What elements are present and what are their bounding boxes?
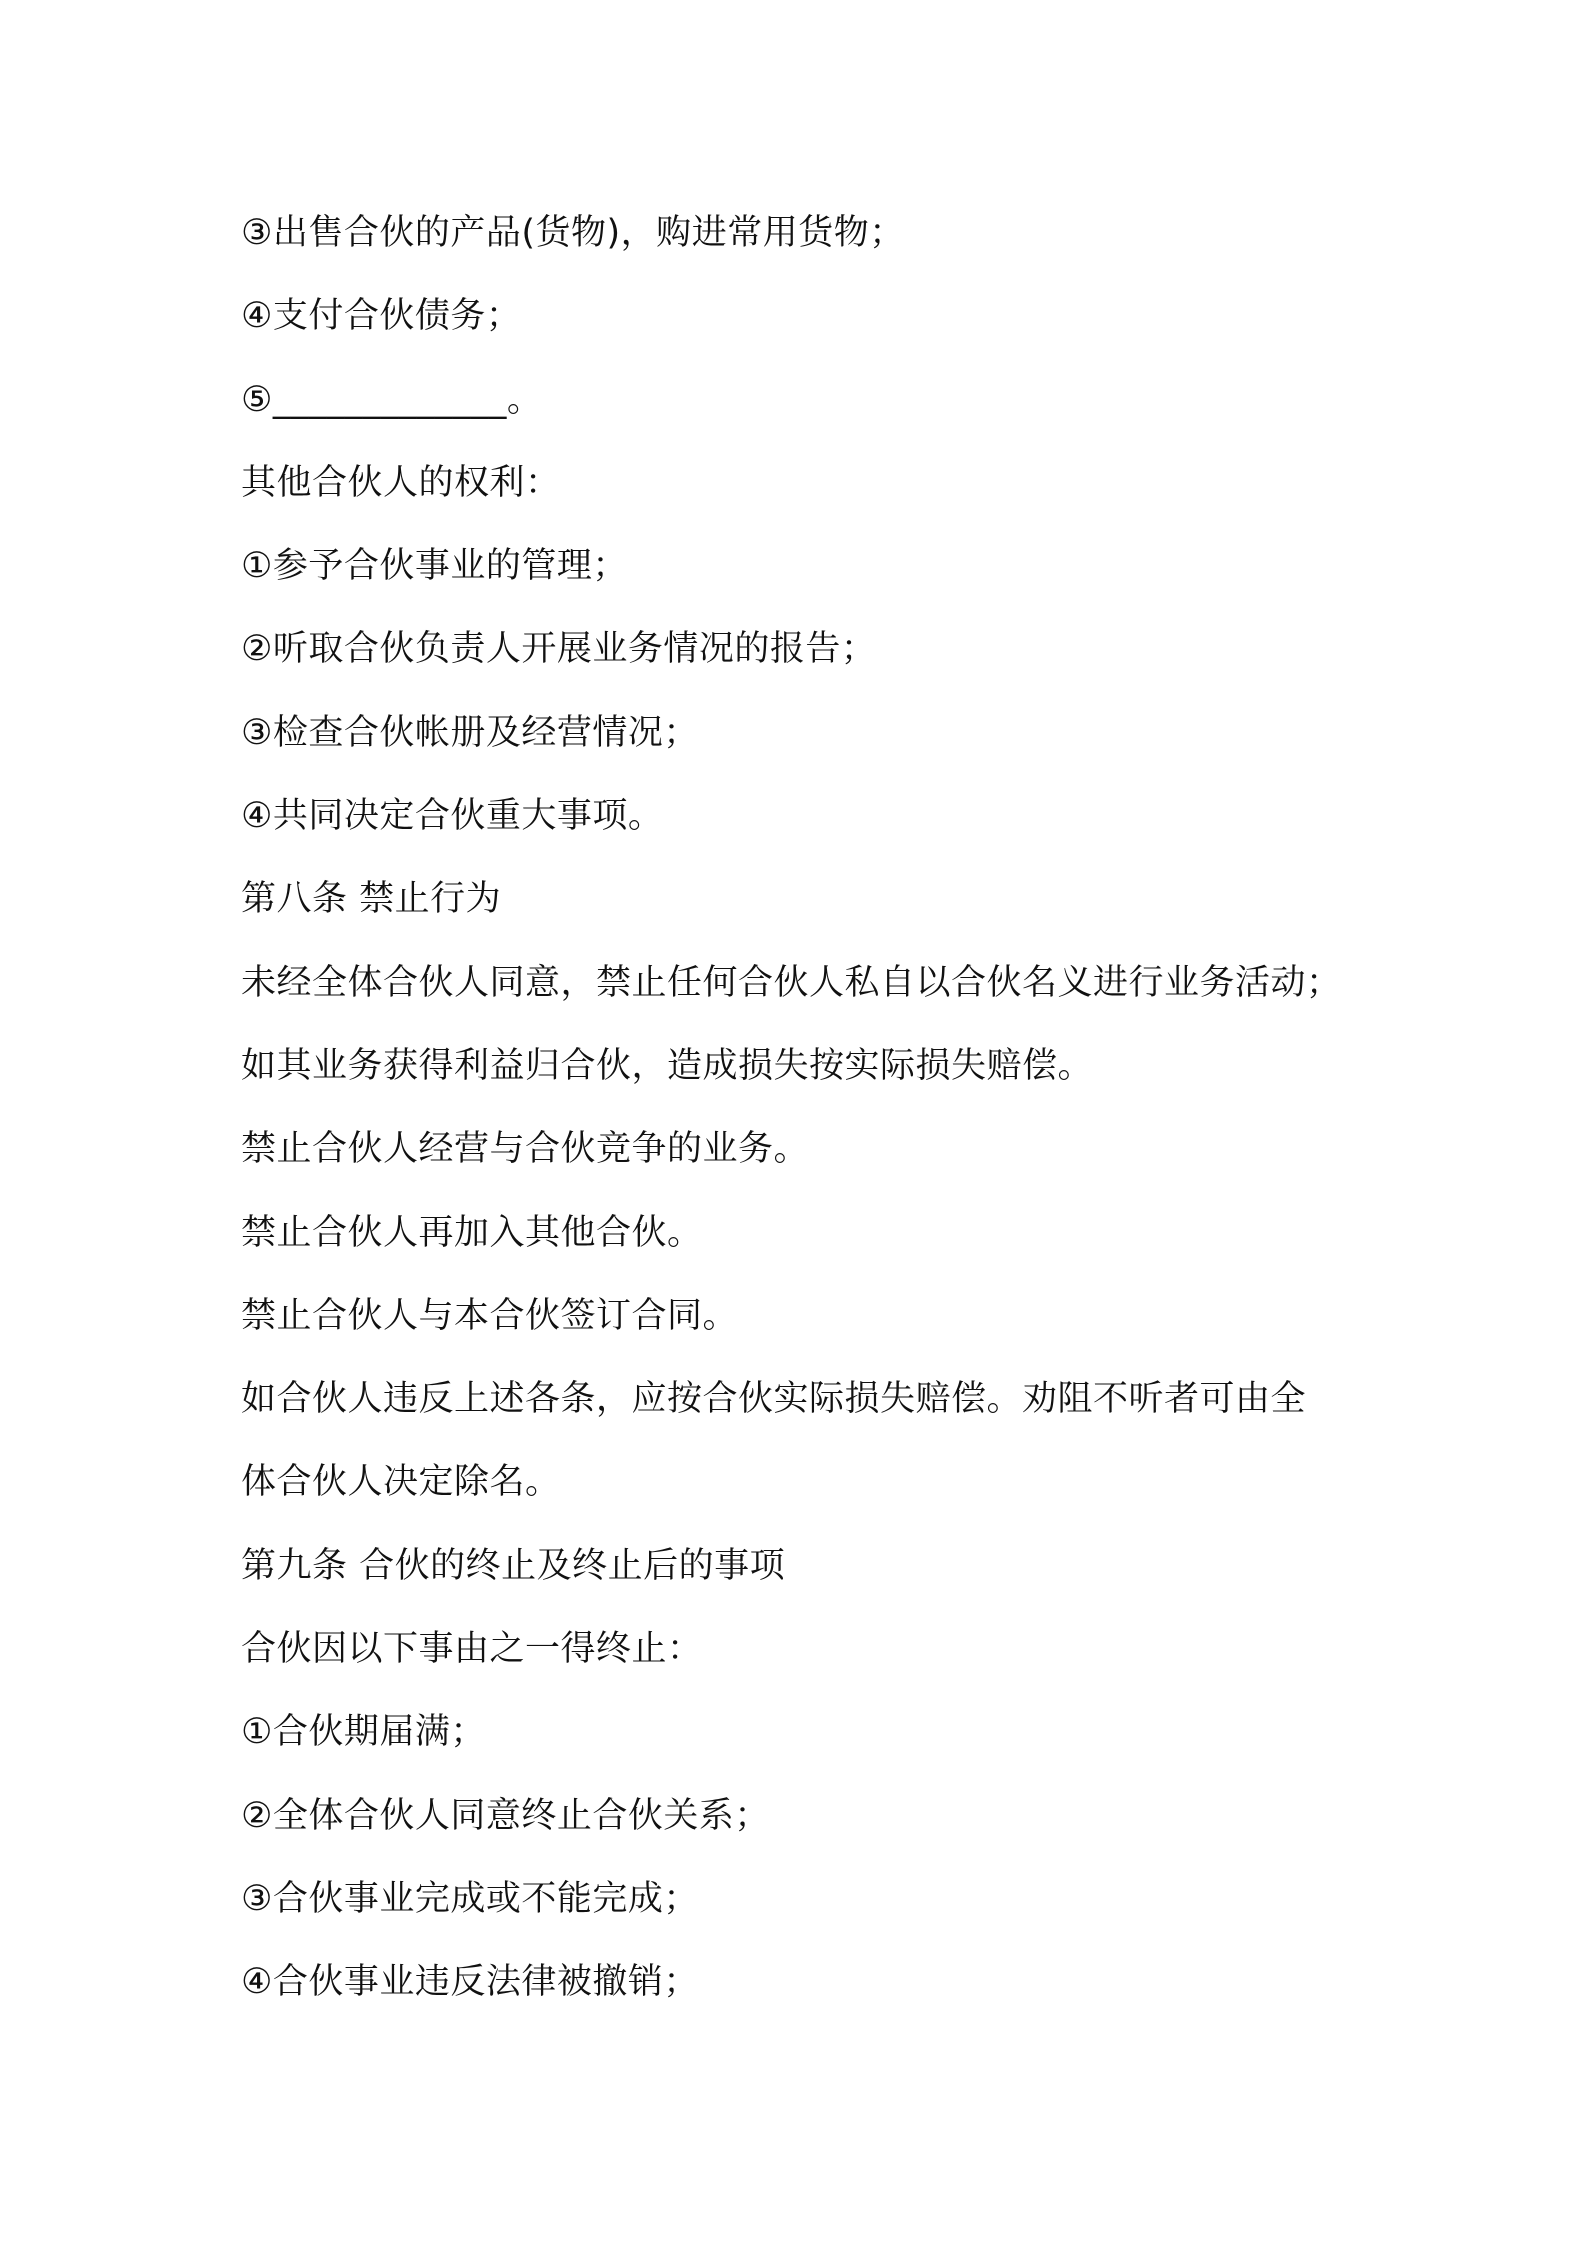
text-line: ②听取合伙负责人开展业务情况的报告； xyxy=(241,629,877,670)
text-line: 如其业务获得利益归合伙，造成损失按实际损失赔偿。 xyxy=(241,1045,1094,1086)
text-line: ④共同决定合伙重大事项。 xyxy=(241,796,664,837)
text-line: 禁止合伙人再加入其他合伙。 xyxy=(241,1212,703,1253)
text-line: ④支付合伙债务； xyxy=(241,296,522,337)
text-line: 体合伙人决定除名。 xyxy=(241,1462,561,1503)
section-heading: 第八条 禁止行为 xyxy=(241,879,502,920)
text-line: ③出售合伙的产品(货物)，购进常用货物； xyxy=(241,213,905,253)
text-line: ④合伙事业违反法律被撤销； xyxy=(241,1962,699,2003)
text-line: 禁止合伙人经营与合伙竞争的业务。 xyxy=(241,1129,810,1170)
text-line: ①参予合伙事业的管理； xyxy=(241,546,628,587)
text-line: ③检查合伙帐册及经营情况； xyxy=(241,712,699,753)
text-line: ①合伙期届满； xyxy=(241,1712,486,1753)
text-line: ③合伙事业完成或不能完成； xyxy=(241,1878,699,1919)
text-line: 合伙因以下事由之一得终止： xyxy=(241,1629,703,1670)
text-line: 未经全体合伙人同意，禁止任何合伙人私自以合伙名义进行业务活动； xyxy=(241,962,1342,1003)
document-body xyxy=(241,192,1381,2025)
section-heading: 第九条 合伙的终止及终止后的事项 xyxy=(241,1545,786,1586)
text-line: 禁止合伙人与本合伙签订合同。 xyxy=(241,1295,739,1336)
text-line: ⑤_____________。 xyxy=(241,379,543,420)
text-line: 其他合伙人的权利： xyxy=(241,462,561,503)
text-line: ②全体合伙人同意终止合伙关系； xyxy=(241,1795,770,1836)
text-line: 如合伙人违反上述各条，应按合伙实际损失赔偿。劝阻不听者可由全 xyxy=(241,1379,1307,1420)
